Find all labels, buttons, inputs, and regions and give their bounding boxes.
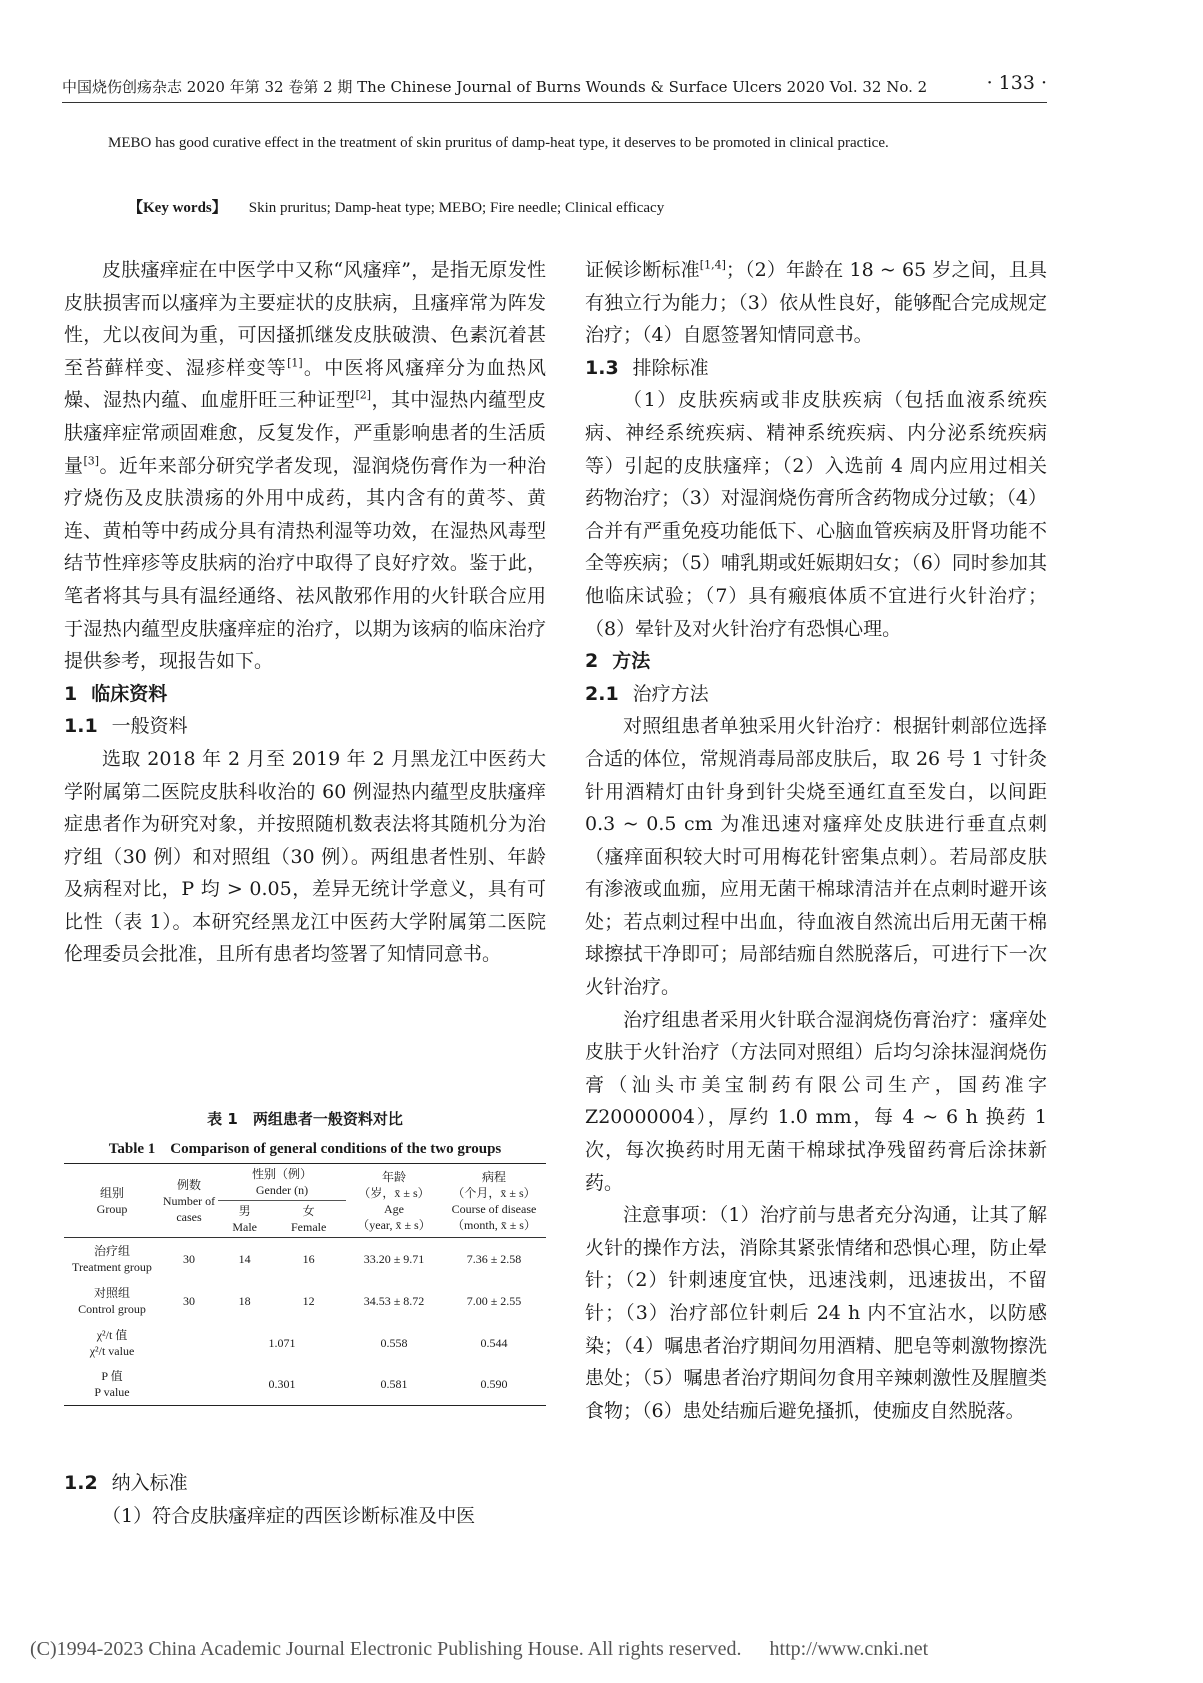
ref-2: [2] (355, 389, 372, 403)
section-1-2-heading: 1.2 纳入标准 (64, 1472, 188, 1494)
table-row: 治疗组 Treatment group 30 14 16 33.20 ± 9.71 7.36 ± 2.58 (72, 1243, 522, 1274)
section-1-1-heading: 1.1 一般资料 (64, 715, 188, 738)
th-course: 病程 （个月，x̄ ± s） Course of disease （month, x̄ ± s） (442, 1164, 546, 1238)
table-caption-en: Table 1 Comparison of general conditions of the two groups (108, 1141, 502, 1157)
th-cases: 例数 Number of cases (160, 1164, 218, 1238)
table-caption-zh: 表 1 两组患者一般资料对比 (207, 1110, 403, 1128)
running-header (62, 72, 1047, 103)
cnki-link[interactable]: http://www.cnki.net (769, 1638, 929, 1660)
th-age: 年龄 （岁，x̄ ± s） Age （year, x̄ ± s） (346, 1164, 442, 1238)
general-data-paragraph: 选取 2018 年 2 月至 2019 年 2 月黑龙江中医药大学附属第二医院皮肤科收治的 60 例湿热内蕴型皮肤瘙痒症患者作为研究对象，并按照随机数表法将其随机分为治疗组（30 例）和对照组（30 例）。两组患者性别、年龄及病程对比，P 均 > 0.05，差异无统计学意义，具有可比性（表 1）。本研究经黑龙江中医药大学附属第二医院伦理委员会批准，且所有患者均签署了知情同意书。 (64, 747, 546, 966)
inclusion-paragraph: （1）符合皮肤瘙痒症的西医诊断标准及中医 (102, 1504, 476, 1527)
left-column (64, 254, 546, 971)
right-column (585, 254, 1047, 1427)
th-group: 组别 Group (64, 1164, 160, 1238)
section-2-heading: 2 方法 (585, 650, 651, 673)
ref-1: [1] (287, 356, 303, 370)
section-1-heading: 1 临床资料 (64, 682, 168, 705)
inclusion-continued: 证候诊断标准[1,4]；（2）年龄在 18 ~ 65 岁之间，且具有独立行为能力；（3）依从性良好，能够配合完成规定治疗；（4）自愿签署知情同意书。 (585, 258, 1047, 347)
copyright-footer (30, 1638, 928, 1661)
th-gender: 性别（例） Gender (n) (218, 1164, 346, 1201)
table-row: 对照组 Control group 30 18 12 34.53 ± 8.72 7.00 ± 2.55 (78, 1285, 522, 1316)
left-column-bottom (64, 1467, 546, 1532)
ref-3: [3] (83, 454, 100, 468)
intro-paragraph: 皮肤瘙痒症在中医学中又称“风瘙痒”，是指无原发性皮肤损害而以瘙痒为主要症状的皮肤病，且瘙痒常为阵发性，尤以夜间为重，可因搔抓继发皮肤破溃、色素沉着甚至苔藓样变、湿疹样变等[1]。中医将风瘙痒分为血热风燥、湿热内蕴、血虚肝旺三种证型[2]，其中湿热内蕴型皮肤瘙痒症常顽固难愈，反复发作，严重影响患者的生活质量[3]。近年来部分研究学者发现，湿润烧伤膏作为一种治疗烧伤及皮肤溃疡的外用中成药，其内含有的黄芩、黄连、黄柏等中药成分具有清热利湿等功效，在湿热风毒型结节性痒疹等皮肤病的治疗中取得了良好疗效。鉴于此，笔者将其与具有温经通络、祛风散邪作用的火针联合应用于湿热内蕴型皮肤瘙痒症的治疗，以期为该病的临床治疗提供参考，现报告如下。 (64, 259, 546, 673)
th-male: 男 Male (218, 1201, 271, 1238)
exclusion-paragraph: （1）皮肤疾病或非皮肤疾病（包括血液系统疾病、神经系统疾病、精神系统疾病、内分泌系统疾病等）引起的皮肤瘙痒；（2）入选前 4 周内应用过相关药物治疗；（3）对湿润烧伤膏所含药物成分过敏；（4）合并有严重免疫功能低下、心脑血管疾病及肝肾功能不全等疾病；（5）哺乳期或妊娠期妇女；（6）同时参加其他临床试验；（7）具有瘢痕体质不宜进行火针治疗；（8）晕针及对火针治疗有恐惧心理。 (585, 389, 1047, 640)
journal-header: 中国烧伤创疡杂志 2020 年第 32 卷第 2 期 The Chinese Journal of Burns Wounds & Surface Ulcers 2020 Vol. 32 No. 2 (62, 78, 928, 96)
abstract-end: MEBO has good curative effect in the treatment of skin pruritus of damp-heat type, it deserves to be promoted in clinical practice. (108, 135, 889, 151)
keywords-label: 【Key words】 (128, 200, 227, 216)
keywords-text: Skin pruritus; Damp-heat type; MEBO; Fire needle; Clinical efficacy (248, 200, 665, 216)
page-number: · 133 · (986, 72, 1047, 94)
treatment-method-paragraph: 治疗组患者采用火针联合湿润烧伤膏治疗：瘙痒处皮肤于火针治疗（方法同对照组）后均匀涂抹湿润烧伤膏（汕头市美宝制药有限公司生产，国药准字 Z20000004），厚约 1.0 mm，每 4 ~ 6 h 换药 1 次，每次换药时用无菌干棉球拭净残留药膏后涂抹新药。 (585, 1008, 1047, 1194)
table-row-p: P 值 P value 0.301 0.581 0.590 (64, 1364, 546, 1406)
table-row-stat: χ²/t 值 χ²/t value 1.071 0.558 0.544 (89, 1327, 508, 1358)
ref-1-4: [1,4] (699, 258, 726, 272)
section-2-1-heading: 2.1 治疗方法 (585, 682, 709, 705)
th-female: 女 Female (271, 1201, 346, 1238)
section-1-3-heading: 1.3 排除标准 (585, 356, 709, 379)
copyright-text: (C)1994-2023 China Academic Journal Electronic Publishing House. All rights reserved. (30, 1638, 742, 1660)
keywords (128, 196, 664, 217)
notes-paragraph: 注意事项：（1）治疗前与患者充分沟通，让其了解火针的操作方法，消除其紧张情绪和恐惧心理，防止晕针；（2）针刺速度宜快，迅速浅刺，迅速拔出，不留针；（3）治疗部位针刺后 24 h 内不宜沾水，以防感染；（4）嘱患者治疗期间勿用酒精、肥皂等刺激物擦洗患处；（5）嘱患者治疗期间勿食用辛辣刺激性及腥膻类食物；（6）患处结痂后避免搔抓，使痂皮自然脱落。 (585, 1204, 1047, 1422)
table-1 (64, 1163, 546, 1406)
control-method-paragraph: 对照组患者单独采用火针治疗：根据针刺部位选择合适的体位，常规消毒局部皮肤后，取 26 号 1 寸针灸针用酒精灯由针身到针尖烧至通红直至发白，以间距 0.3 ~ 0.5 cm 为准迅速对瘙痒处皮肤进行垂直点刺（瘙痒面积较大时可用梅花针密集点刺）。若局部皮肤有渗液或血痂，应用无菌干棉球清洁并在点刺时避开该处；若点刺过程中出血，待血液自然流出后用无菌干棉球擦拭干净即可；局部结痂自然脱落后，可进行下一次火针治疗。 (585, 715, 1047, 999)
